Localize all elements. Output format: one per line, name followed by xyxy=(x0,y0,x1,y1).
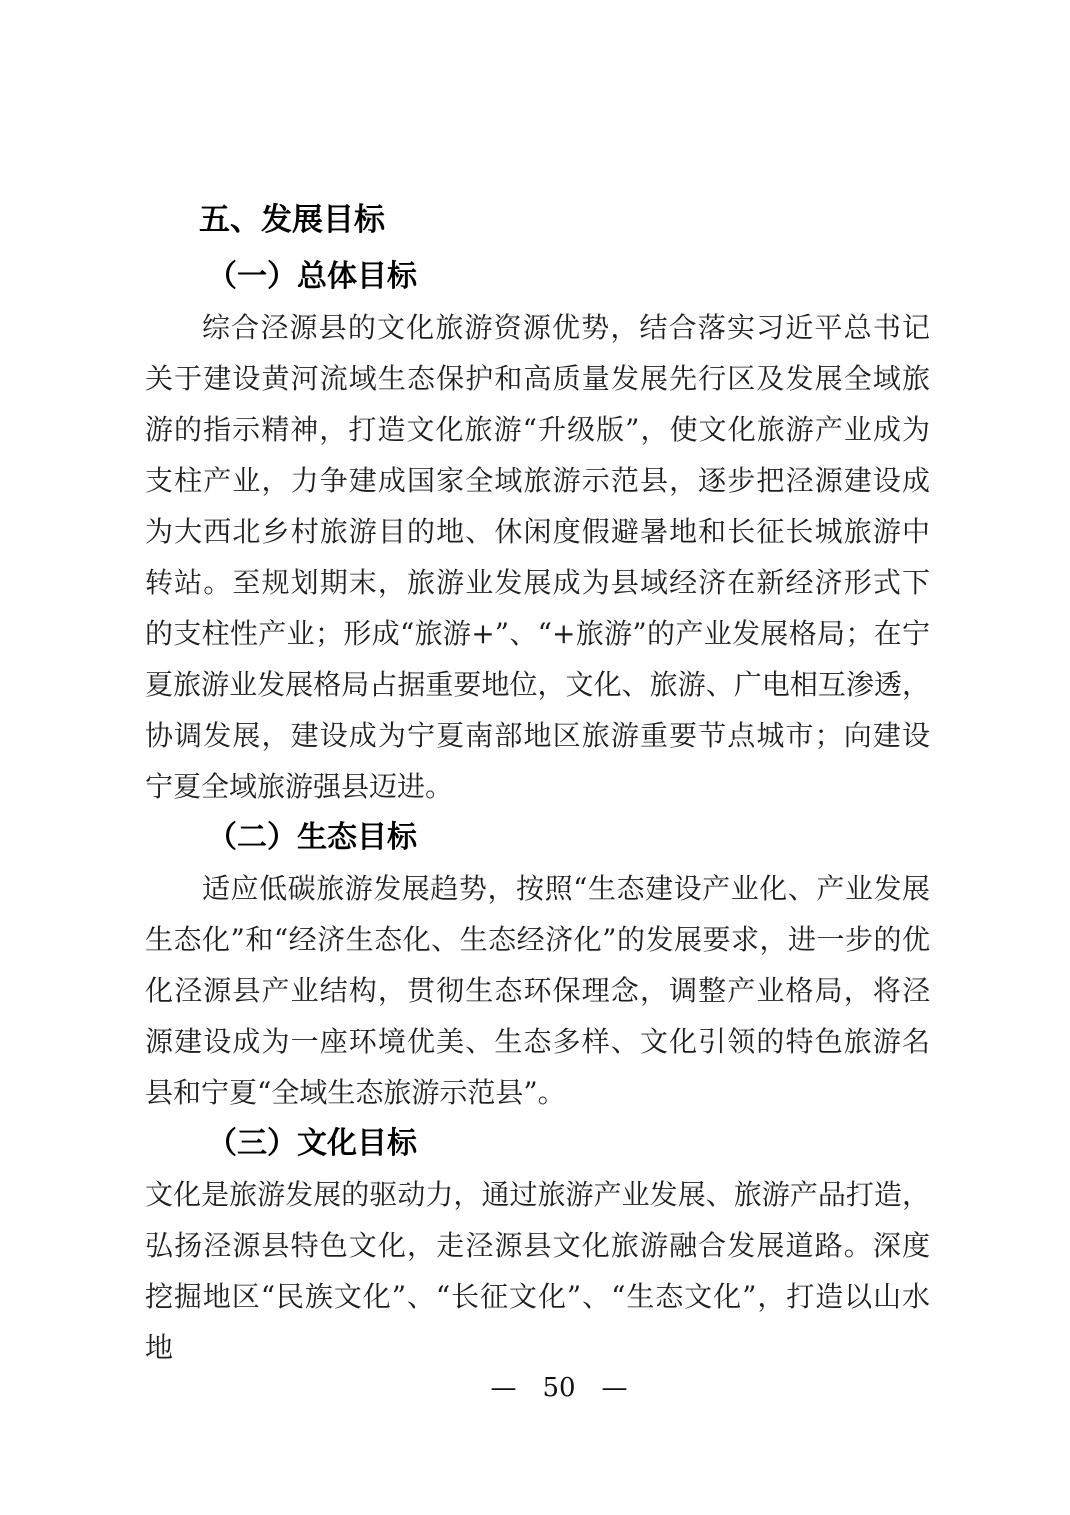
text-line: 宁夏全域旅游强县迈进。 xyxy=(145,770,454,803)
text-line: 为大西北乡村旅游目的地、休闲度假避暑地和长征长城旅游中 xyxy=(145,515,930,548)
text-line: 夏旅游业发展格局占据重要地位，文化、旅游、广电相互渗透， xyxy=(145,668,930,701)
section-culture-goal xyxy=(145,1118,930,1364)
text-line: 综合泾源县的文化旅游资源优势，结合落实习近平总书记 xyxy=(202,311,930,344)
page-number: 50 xyxy=(542,1373,576,1403)
text-line: 协调发展，建设成为宁夏南部地区旅游重要节点城市；向建设 xyxy=(145,719,930,752)
footer-right-dash: — xyxy=(601,1373,628,1403)
subsection-heading-culture: （三）文化目标 xyxy=(207,1126,417,1161)
section-overall-goal xyxy=(145,251,930,812)
text-line: 关于建设黄河流域生态保护和高质量发展先行区及发展全域旅 xyxy=(145,362,930,395)
subsection-heading-ecology: （二）生态目标 xyxy=(207,820,417,855)
paragraph-ecology-goal xyxy=(145,863,930,1118)
page-footer xyxy=(0,1368,1070,1408)
chapter-title: 五、发展目标 xyxy=(199,202,385,238)
text-line: 弘扬泾源县特色文化，走泾源县文化旅游融合发展道路。深度 xyxy=(145,1229,930,1262)
text-line: 生态化”和“经济生态化、生态经济化”的发展要求，进一步的优 xyxy=(145,923,930,956)
text-line: 支柱产业，力争建成国家全域旅游示范县，逐步把泾源建设成 xyxy=(145,464,930,497)
text-line: 县和宁夏“全域生态旅游示范县”。 xyxy=(145,1076,566,1109)
text-line: 适应低碳旅游发展趋势，按照“生态建设产业化、产业发展 xyxy=(202,872,930,905)
text-line: 的支柱性产业；形成“旅游+”、“+旅游”的产业发展格局；在宁 xyxy=(145,617,930,650)
footer-left-dash: — xyxy=(490,1373,517,1403)
text-line: 转站。至规划期末，旅游业发展成为县域经济在新经济形式下 xyxy=(145,566,930,599)
text-line: 源建设成为一座环境优美、生态多样、文化引领的特色旅游名 xyxy=(145,1025,930,1058)
text-line: 挖掘地区“民族文化”、“长征文化”、“生态文化”，打造以山水地 xyxy=(145,1280,930,1364)
section-ecology-goal xyxy=(145,812,930,1118)
paragraph-overall-goal xyxy=(145,302,930,812)
text-line: 文化是旅游发展的驱动力，通过旅游产业发展、旅游产品打造， xyxy=(145,1178,930,1211)
text-line: 游的指示精神，打造文化旅游“升级版”，使文化旅游产业成为 xyxy=(145,413,930,446)
paragraph-culture-goal xyxy=(145,1169,930,1364)
subsection-heading-overall: （一）总体目标 xyxy=(207,259,417,294)
document-content xyxy=(145,194,930,1364)
text-line: 化泾源县产业结构，贯彻生态环保理念，调整产业格局，将泾 xyxy=(145,974,930,1007)
